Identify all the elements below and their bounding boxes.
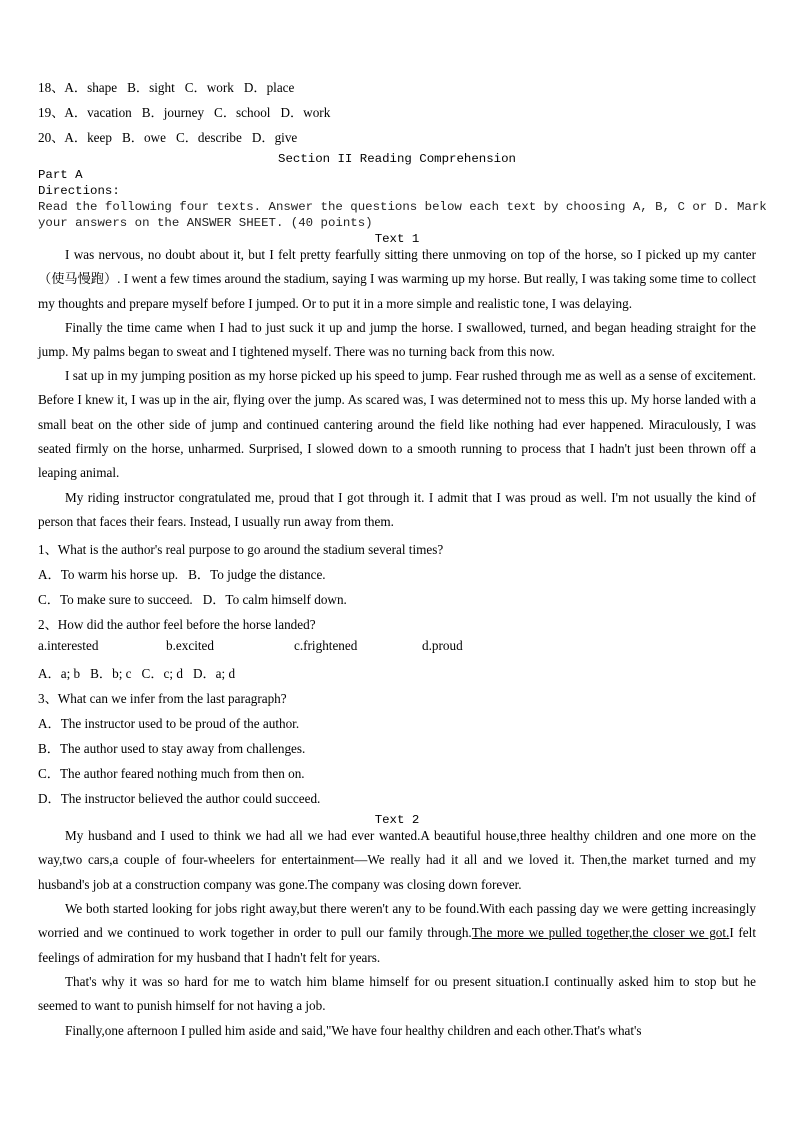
option-b: B．owe <box>121 130 166 145</box>
part-label: Part A <box>38 168 83 182</box>
question-3-option-d[interactable]: D．The instructor believed the author could succeed. <box>38 791 321 806</box>
text-2-paragraph-3 <box>38 970 756 1019</box>
text-1-paragraph-2 <box>38 316 756 365</box>
text-2-paragraph-1 <box>38 824 756 897</box>
paragraph-text: My husband and I used to think we had all we had ever wanted.A beautiful house,three healthy children and one more on the way,two cars,a couple of four-wheelers for entertainment—We really had it all and we loved it. Then,the market turned and my husband's job at a construction company was gone.The company was closing down forever. <box>38 828 756 892</box>
paragraph-text: I was nervous, no doubt about it, but I felt pretty fearfully sitting there unmoving on top of the horse, so I picked up my canter（使马慢跑）. I went a few times around the stadium, saying I was warming up my horse. But really, I was taking some time to collect my thoughts and prepare myself before I jumped. Or to put it in a more simple and realistic tone, I was delaying. <box>38 247 756 311</box>
choice-a: a.interested <box>38 638 99 653</box>
option-c[interactable]: C．To make sure to succeed. <box>38 592 193 607</box>
option-a: A．keep <box>64 130 112 145</box>
question-3-option-c[interactable]: C．The author feared nothing much from then on. <box>38 766 305 781</box>
option-c: C．describe <box>175 130 242 145</box>
question-2-options <box>38 663 235 682</box>
directions-text-line-2: your answers on the ANSWER SHEET. (40 points) <box>38 216 373 230</box>
choice-c: c.frightened <box>294 638 358 653</box>
question-3-option-b[interactable]: B．The author used to stay away from challenges. <box>38 741 306 756</box>
paragraph-text: My riding instructor congratulated me, proud that I got through it. I admit that I was proud as well. I'm not usually the kind of person that faces their fears. Instead, I usually run away from them. <box>38 490 756 530</box>
question-number: 20、 <box>38 130 65 145</box>
question-2-stem: 2、How did the author feel before the horse landed? <box>38 617 316 632</box>
cloze-question-19 <box>38 102 330 121</box>
paragraph-text: Finally the time came when I had to just suck it up and jump the horse. I swallowed, turned, and began heading straight for the jump. My palms began to sweat and I tightened myself. There was no turning back from this now. <box>38 320 756 360</box>
option-b[interactable]: B．To judge the distance. <box>188 567 326 582</box>
text-1-paragraph-3 <box>38 364 756 485</box>
directions-label: Directions: <box>38 184 120 198</box>
question-1-stem: 1、What is the author's real purpose to go around the stadium several times? <box>38 542 444 557</box>
option-c: C．work <box>184 80 234 95</box>
option-c: C．school <box>214 105 271 120</box>
option-d[interactable]: D．a; d <box>192 666 236 681</box>
cloze-question-20 <box>38 127 297 146</box>
option-d: D．work <box>280 105 331 120</box>
question-2-choices <box>38 638 758 656</box>
text-2-paragraph-4 <box>38 1019 756 1043</box>
cloze-question-18 <box>38 77 294 96</box>
option-d[interactable]: D．To calm himself down. <box>202 592 347 607</box>
directions-text-line-1: Read the following four texts. Answer the questions below each text by choosing A, B, C or D. Mark <box>38 200 767 214</box>
option-b: B．journey <box>141 105 205 120</box>
option-d: D．give <box>251 130 298 145</box>
section-title: Section II Reading Comprehension <box>278 152 516 166</box>
option-c[interactable]: C．c; d <box>141 666 183 681</box>
underlined-sentence: The more we pulled together,the closer we got. <box>471 925 730 941</box>
text-2-paragraph-2 <box>38 897 756 970</box>
paragraph-text: I felt feelings of admiration for my husband that I hadn't felt for years. <box>38 925 756 965</box>
question-3-option-a[interactable]: A．The instructor used to be proud of the author. <box>38 716 300 731</box>
question-3-stem: 3、What can we infer from the last paragraph? <box>38 691 287 706</box>
option-a[interactable]: A．To warm his horse up. <box>38 567 179 582</box>
option-b: B．sight <box>127 80 175 95</box>
question-number: 18、 <box>38 80 65 95</box>
paragraph-text: Finally,one afternoon I pulled him aside and said,"We have four healthy children and each other.That's what's <box>65 1023 642 1038</box>
option-a: A．shape <box>64 80 118 95</box>
text-2-title: Text 2 <box>374 813 420 827</box>
option-b[interactable]: B．b; c <box>90 666 132 681</box>
paragraph-text: I sat up in my jumping position as my horse picked up his speed to jump. Fear rushed through me as well as a sense of excitement. Before I knew it, I was up in the air, flying over the jump. As scared was, I was determined not to mess this up. My horse landed with a small beat on the other side of jump and continued cantering around the field like nothing had ever happened. Miraculously, I was seated firmly on the horse, unharmed. Surprised, I slowed down to a smooth running to process that I hadn't just been thrown off a leaping animal. <box>38 368 756 481</box>
option-d: D．place <box>243 80 295 95</box>
question-1-options-row-1 <box>38 564 326 583</box>
paragraph-text: That's why it was so hard for me to watch him blame himself for ou present situation.I continually asked him to stop but he seemed to want to punish himself for not having a job. <box>38 974 756 1014</box>
paragraph-text: We both started looking for jobs right away,but there weren't any to be found.With each passing day we were getting increasingly worried and we continued to work together in order to pull our family through. <box>38 901 756 941</box>
text-1-paragraph-1 <box>38 243 756 316</box>
text-1-title: Text 1 <box>374 232 420 246</box>
choice-d: d.proud <box>422 638 463 653</box>
option-a: A．vacation <box>64 105 132 120</box>
option-a[interactable]: A．a; b <box>38 666 81 681</box>
question-number: 19、 <box>38 105 65 120</box>
text-1-paragraph-4 <box>38 486 756 535</box>
choice-b: b.excited <box>166 638 214 653</box>
question-1-options-row-2 <box>38 589 347 608</box>
